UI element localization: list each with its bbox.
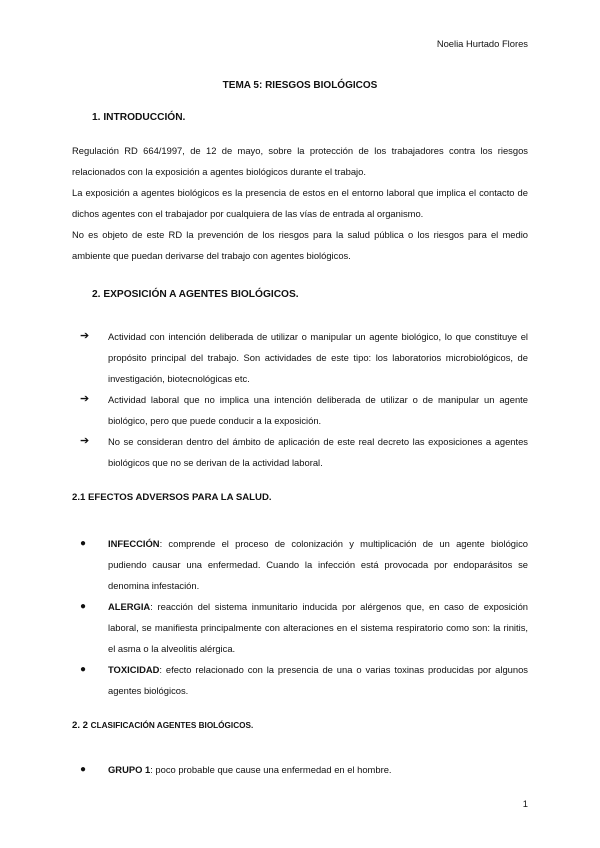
arrow-right-icon: ➔ <box>80 330 90 342</box>
bullet-icon: ● <box>80 664 87 675</box>
list-item-text: No se consideran dentro del ámbito de aplicación de este real decreto las exposiciones a agentes biológicos que no se derivan de la actividad laboral. <box>108 436 528 468</box>
term-grupo-1: GRUPO 1 <box>108 764 151 775</box>
page-number: 1 <box>522 798 528 809</box>
list-item <box>80 389 528 431</box>
bullet-icon: ● <box>80 538 87 549</box>
header-author: Noelia Hurtado Flores <box>436 38 528 49</box>
classification-list <box>80 759 528 780</box>
list-item-text: : reacción del sistema inmunitario inducida por alérgenos que, en caso de exposición laboral, se manifiesta principalmente con alteraciones en el sistema respiratorio como son: la rinitis, el asma o la alveolitis alérgica. <box>108 601 528 654</box>
bullet-icon: ● <box>80 601 87 612</box>
list-item <box>80 759 528 780</box>
section-heading-introduccion: 1. INTRODUCCIÓN. <box>92 112 186 123</box>
list-item-text: : poco probable que cause una enfermedad en el hombre. <box>150 764 392 775</box>
subheading-clasificacion <box>72 720 253 731</box>
effects-list <box>80 533 528 701</box>
list-item <box>80 596 528 659</box>
list-item <box>80 431 528 473</box>
list-item <box>80 326 528 389</box>
term-toxicidad: TOXICIDAD <box>108 664 160 675</box>
list-item-text: : comprende el proceso de colonización y multiplicación de un agente biológico pudiendo causar una enfermedad. Cuando la infección está provocada por endoparásitos se denomina infestación. <box>108 538 528 591</box>
intro-paragraph-scope: No es objeto de este RD la prevención de los riesgos para la salud pública o los riesgos para el medio ambiente que puedan derivarse del trabajo con agentes biológicos. <box>72 229 528 261</box>
exposure-list <box>80 326 528 473</box>
subheading-text: CLASIFICACIÓN AGENTES BIOLÓGICOS. <box>90 721 254 730</box>
intro-paragraph-regulation: Regulación RD 664/1997, de 12 de mayo, sobre la protección de los trabajadores contra los riesgos relacionados con la exposición a agentes biológicos durante el trabajo. <box>72 145 528 177</box>
list-item-text: Actividad con intención deliberada de utilizar o manipular un agente biológico, lo que constituye el propósito principal del trabajo. Son actividades de este tipo: los laboratorios microbiológicos, de investigación, biotecnológicas etc. <box>108 331 528 384</box>
list-item-text: : efecto relacionado con la presencia de una o varias toxinas producidas por algunos agentes biológicos. <box>108 664 528 696</box>
document-title: TEMA 5: RIESGOS BIOLÓGICOS <box>222 80 378 91</box>
arrow-right-icon: ➔ <box>80 393 90 405</box>
section-heading-exposicion: 2. EXPOSICIÓN A AGENTES BIOLÓGICOS. <box>92 289 299 300</box>
list-item <box>80 659 528 701</box>
subheading-efectos-adversos: 2.1 EFECTOS ADVERSOS PARA LA SALUD. <box>72 492 272 503</box>
term-alergia: ALERGIA <box>108 601 151 612</box>
arrow-right-icon: ➔ <box>80 435 90 447</box>
subheading-number: 2. 2 <box>72 720 91 731</box>
intro-paragraph-definition: La exposición a agentes biológicos es la presencia de estos en el entorno laboral que implica el contacto de dichos agentes con el trabajador por cualquiera de las vías de entrada al organismo. <box>72 187 528 219</box>
list-item <box>80 533 528 596</box>
bullet-icon: ● <box>80 764 87 775</box>
term-infeccion: INFECCIÓN <box>108 538 160 549</box>
list-item-text: Actividad laboral que no implica una intención deliberada de utilizar o de manipular un agente biológico, pero que puede conducir a la exposición. <box>108 394 528 426</box>
